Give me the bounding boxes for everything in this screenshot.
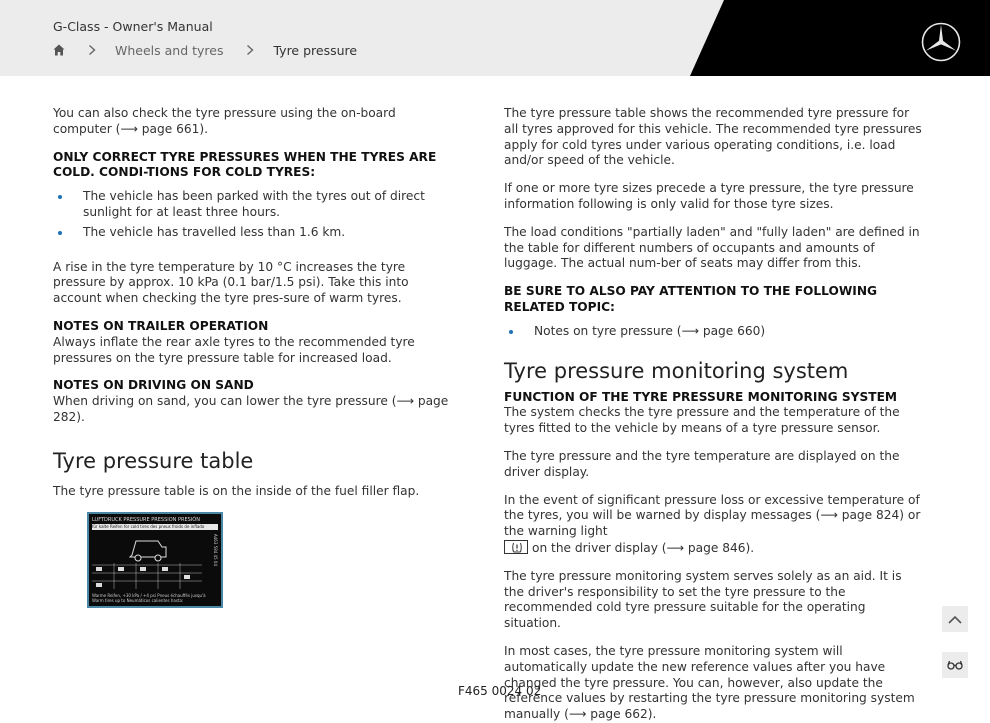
related-topic-heading: BE SURE TO ALSO PAY ATTENTION TO THE FOLLOWING RELATED TOPIC:	[504, 284, 878, 314]
load-conditions-paragraph: The load conditions "partially laden" and "fully laden" are defined in the table for different numbers of occupants and amounts of luggage. The actual num-ber of seats may differ from this.	[504, 224, 920, 271]
trailer-heading: NOTES ON TRAILER OPERATION	[53, 318, 269, 333]
chevron-up-icon	[948, 615, 962, 624]
left-column	[53, 106, 458, 500]
scroll-to-top-button[interactable]	[942, 606, 968, 632]
related-link-notes-on-tyre-pressure[interactable]: Notes on tyre pressure (⟶ page 660)	[504, 324, 922, 340]
section-title-tyre-pressure-table: Tyre pressure table	[53, 448, 254, 473]
manual-title: G-Class - Owner's Manual	[53, 19, 213, 34]
right-column	[504, 106, 922, 723]
cold-conditions-list	[53, 189, 458, 240]
breadcrumb	[53, 42, 357, 58]
breadcrumb-wheels-and-tyres[interactable]: Wheels and tyres	[115, 42, 224, 58]
chevron-right-icon	[88, 45, 96, 55]
placard-warm-tyres: Warme Reifen, +30 kPa / +4 psi Pneus échauffés jusqu'à Warm tires up to Neumáticos calientes hasta:	[92, 593, 206, 603]
breadcrumb-tyre-pressure: Tyre pressure	[273, 42, 358, 58]
mercedes-star-icon[interactable]	[921, 22, 961, 62]
section-title-tpms: Tyre pressure monitoring system	[504, 358, 849, 383]
chevron-right-icon	[246, 45, 254, 55]
home-icon[interactable]	[53, 44, 65, 56]
function-heading: FUNCTION OF THE TYRE PRESSURE MONITORING SYSTEM	[504, 389, 898, 404]
intro-paragraph: You can also check the tyre pressure using the on-board computer (⟶ page 661).	[53, 106, 396, 136]
list-item: The vehicle has been parked with the tyres out of direct sunlight for at least three hours.	[53, 189, 458, 221]
aid-paragraph: The tyre pressure monitoring system serves solely as an aid. It is the driver's responsibility to set the tyre pressure to the recommended cold tyre pressure suitable for the operating situation.	[504, 568, 902, 631]
glasses-icon	[947, 660, 963, 670]
tyre-pressure-warning-icon	[504, 540, 528, 554]
related-topics-list	[504, 324, 922, 340]
function-text: The system checks the tyre pressure and the temperature of the tyres fitted to the vehicle by means of a tyre pressure sensor.	[504, 405, 900, 436]
table-location-text: The tyre pressure table is on the inside of the fuel filler flap.	[53, 483, 420, 498]
tyre-pressure-placard-image	[87, 512, 223, 608]
tyre-sizes-paragraph: If one or more tyre sizes precede a tyre pressure, the tyre pressure information following is only valid for those tyre sizes.	[504, 181, 914, 211]
figure-caption: F465 0024 02	[458, 684, 542, 698]
placard-subtitle: für kalte Reifen for cold tires des pneus froids de inflado	[92, 524, 218, 530]
table-description: The tyre pressure table shows the recommended tyre pressure for all tyres approved for this vehicle. The recommended tyre pressures apply for cold tyres under various operating conditions, i.e. load and/or speed of the vehicle.	[504, 106, 922, 168]
trailer-text: Always inflate the rear axle tyres to the recommended tyre pressures on the tyre pressure table for increased load.	[53, 334, 415, 365]
display-paragraph: The tyre pressure and the tyre temperature are displayed on the driver display.	[504, 448, 900, 479]
reference-values-paragraph: In most cases, the tyre pressure monitoring system will automatically update the new reference values after you have changed the tyre pressure. You can, however, also update the reference values by restarting the tyre pressure monitoring system manually (⟶ page 662).	[504, 643, 915, 722]
temperature-paragraph: A rise in the tyre temperature by 10 °C increases the tyre pressure by approx. 10 kPa (0.1 bar/1.5 psi). Take this into account when checking the tyre pres-sure of warm tyres.	[53, 259, 409, 306]
list-item: The vehicle has travelled less than 1.6 km.	[53, 225, 458, 241]
warning-paragraph: In the event of significant pressure loss or excessive temperature of the tyres, you will be warned by display messages (⟶ page 824) or the warning light on the driver display (⟶ page 846).	[504, 492, 921, 555]
placard-vehicle-diagram	[92, 533, 202, 589]
placard-part-number: A463 584 45 04	[213, 534, 218, 566]
placard-title: LUFTDRUCK PRESSURE PRESSION PRESIÓN	[92, 517, 200, 523]
sand-text: When driving on sand, you can lower the tyre pressure (⟶ page 282).	[53, 394, 449, 424]
reading-mode-button[interactable]	[942, 652, 968, 678]
cold-tyres-heading: ONLY CORRECT TYRE PRESSURES WHEN THE TYRES ARE COLD. CONDI-TIONS FOR COLD TYRES:	[53, 149, 437, 180]
sand-heading: NOTES ON DRIVING ON SAND	[53, 378, 254, 393]
